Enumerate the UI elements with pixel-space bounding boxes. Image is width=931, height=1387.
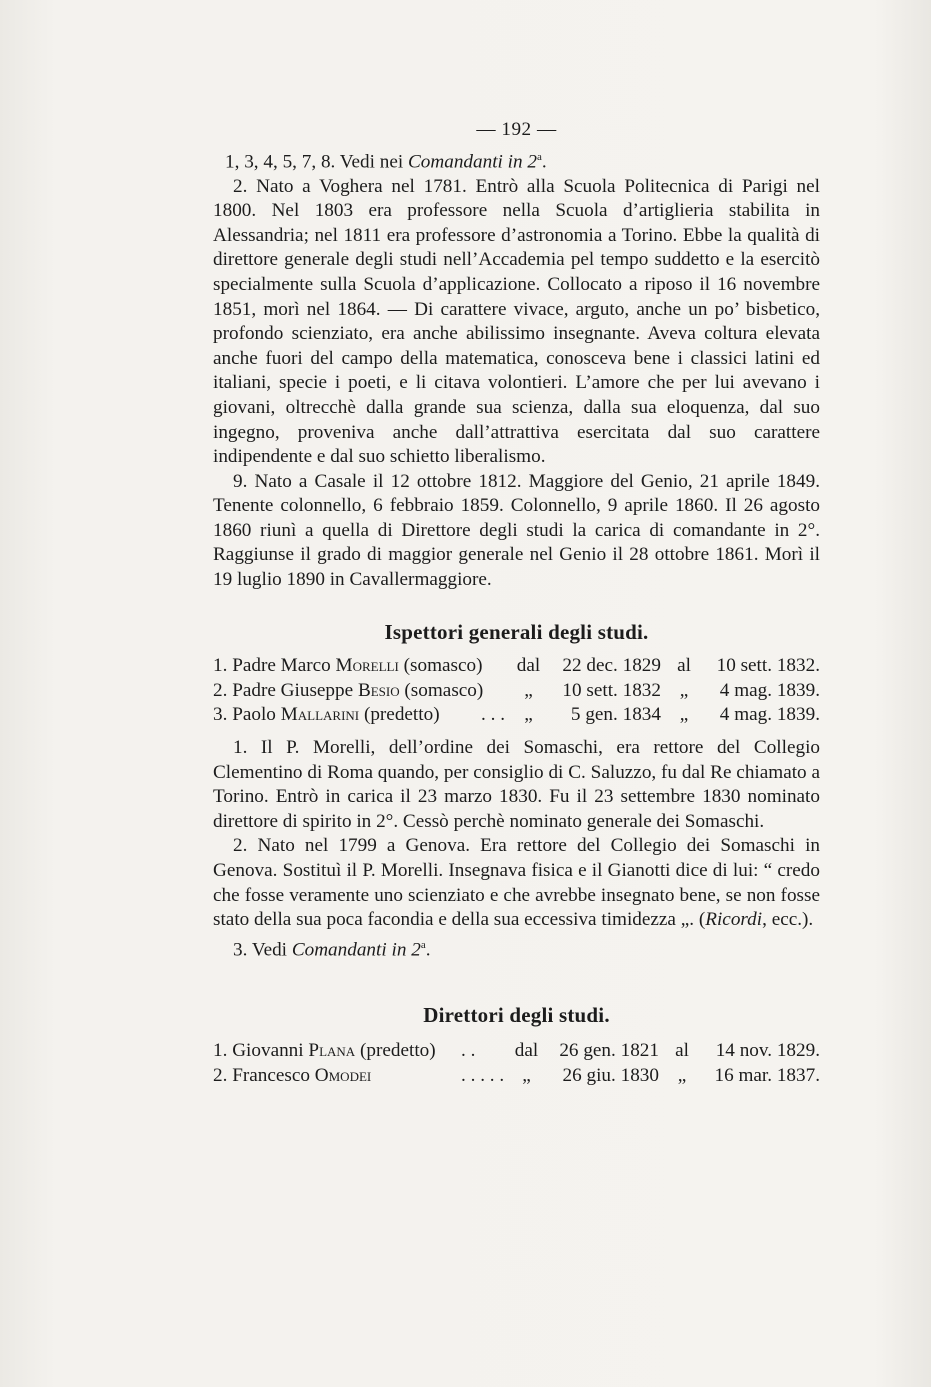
note-sup: a (536, 150, 542, 163)
row-name: 1. Padre Marco Morelli (somasco) (213, 655, 483, 677)
row-to-date: 14 nov. 1829. (715, 1040, 820, 1062)
ispettori-row-2 (213, 679, 820, 704)
heading-direttori: Direttori degli studi. (423, 1002, 610, 1027)
row-from-label: dal (514, 1040, 539, 1062)
row-from-label: „ (522, 1064, 531, 1086)
note-italic: Comandanti in 2 (407, 150, 537, 172)
note-text: 2. Nato nel 1799 a Genova. Era rettore del Collegio dei Somaschi in Genova. Sostituì il P. Morelli. Insegnava fisica e il Gianotti dice di lui: “ credo che fosse veramente uno scienziato e che avrebbe insegnato bene, se non fosse stato della sua poca facondia e della sua eccessiva timidezza „. ( (213, 835, 820, 931)
row-from-date: 26 gen. 1821 (559, 1040, 659, 1062)
row-name: 2. Francesco Omodei (213, 1064, 372, 1086)
row-name: 3. Paolo Mallarini (predetto) (213, 704, 440, 726)
row-from-date: 10 sett. 1832 (562, 679, 661, 701)
note-2-plana: 2. Nato a Voghera nel 1781. Entrò alla Scuola Politecnica di Parigi nel 1800. Nel 1803 era professore nella Scuola d’artiglieria stabilita in Alessandria; nel 1811 era professore d’astronomia a Torino. Ebbe la qualità di direttore generale degli studi nell’Accademia pel tempo suddetto e la esercitò specialmente sulla Scuola d’applicazione. Collocato a riposo il 16 novembre 1851, morì nel 1864. — Di carattere vivace, arguto, anche un po’ bisbetico, profondo scienziato, era anche abilissimo insegnante. Aveva coltura elevata anche fuori del campo della matematica, conosceva bene i classici latini ed italiani, specie i poeti, e li citava volontieri. L’amore che per lui avevano i giovani, oltrecchè dalla grande sua scienza, dalla sua eloquenza, dal suo ingegno, proveniva anche dall’attrattiva esercitata dal suo carattere indipendente e dal suo schietto liberalismo. (213, 175, 820, 468)
row-name: 2. Padre Giuseppe Besio (somasco) (213, 679, 484, 701)
heading-ispettori: Ispettori generali degli studi. (384, 619, 649, 644)
ispettori-list (213, 654, 820, 728)
row-from-date: 26 giu. 1830 (562, 1064, 659, 1086)
row-to-label: „ (679, 679, 689, 701)
ispettori-row-1 (213, 654, 820, 679)
row-dots: . . . . . (461, 1064, 505, 1086)
direttori-row-2 (213, 1064, 820, 1089)
row-dots (481, 679, 511, 704)
row-to-label: „ (677, 1064, 687, 1086)
row-from-date: 22 dec. 1829 (562, 655, 661, 677)
note-2-besio (213, 834, 820, 932)
row-from-label: „ (524, 679, 533, 701)
note-italic: Ricordi (705, 909, 763, 931)
ispettori-row-3 (213, 703, 820, 728)
note-text: 1, 3, 4, 5, 7, 8. Vedi nei (225, 150, 408, 172)
row-from-label: „ (524, 704, 533, 726)
note-suffix: , ecc.). (762, 909, 814, 931)
row-to-date: 4 mag. 1839. (719, 704, 820, 726)
row-to-label: al (675, 1040, 689, 1062)
note-italic: Comandanti in 2 (291, 939, 421, 961)
note-1-3-4-5-7-8 (213, 145, 820, 175)
direttori-row-1 (213, 1039, 820, 1064)
page-content (213, 118, 820, 1089)
note-1-morelli: 1. Il P. Morelli, dell’ordine dei Somaschi, era rettore del Collegio Clementino di Roma quando, per consiglio di C. Saluzzo, fu dal Re chiamato a Torino. Entrò in carica il 23 marzo 1830. Fu il 23 settembre 1830 nominato direttore di spirito in 2°. Cessò perchè nominato generale dei Somaschi. (213, 737, 820, 832)
direttori-list (213, 1039, 820, 1088)
row-to-date: 10 sett. 1832. (716, 655, 820, 677)
note-sup: a (420, 938, 426, 951)
row-to-label: al (677, 655, 691, 677)
note-text: 3. Vedi (233, 939, 292, 961)
note-suffix: . (541, 150, 547, 172)
row-dots: . . . (481, 704, 505, 726)
note-suffix: . (425, 939, 431, 961)
note-3-mallarini (213, 933, 820, 963)
row-dots: . . (461, 1040, 476, 1062)
row-to-label: „ (679, 704, 689, 726)
row-name: 1. Giovanni Plana (predetto) (213, 1040, 436, 1062)
row-to-date: 16 mar. 1837. (714, 1064, 820, 1086)
page-number: — 192 — (476, 119, 557, 140)
note-9-cavallermaggiore: 9. Nato a Casale il 12 ottobre 1812. Maggiore del Genio, 21 aprile 1849. Tenente colonnello, 6 febbraio 1859. Colonnello, 9 aprile 1860. Il 26 agosto 1860 riunì a quella di Direttore degli studi la carica di comandante in 2°. Raggiunse il grado di maggior generale nel Genio il 28 ottobre 1861. Morì il 19 luglio 1890 in Cavallermaggiore. (213, 470, 820, 591)
row-to-date: 4 mag. 1839. (719, 679, 820, 701)
row-from-date: 5 gen. 1834 (570, 704, 661, 726)
row-from-label: dal (516, 655, 541, 677)
row-dots (481, 654, 511, 679)
